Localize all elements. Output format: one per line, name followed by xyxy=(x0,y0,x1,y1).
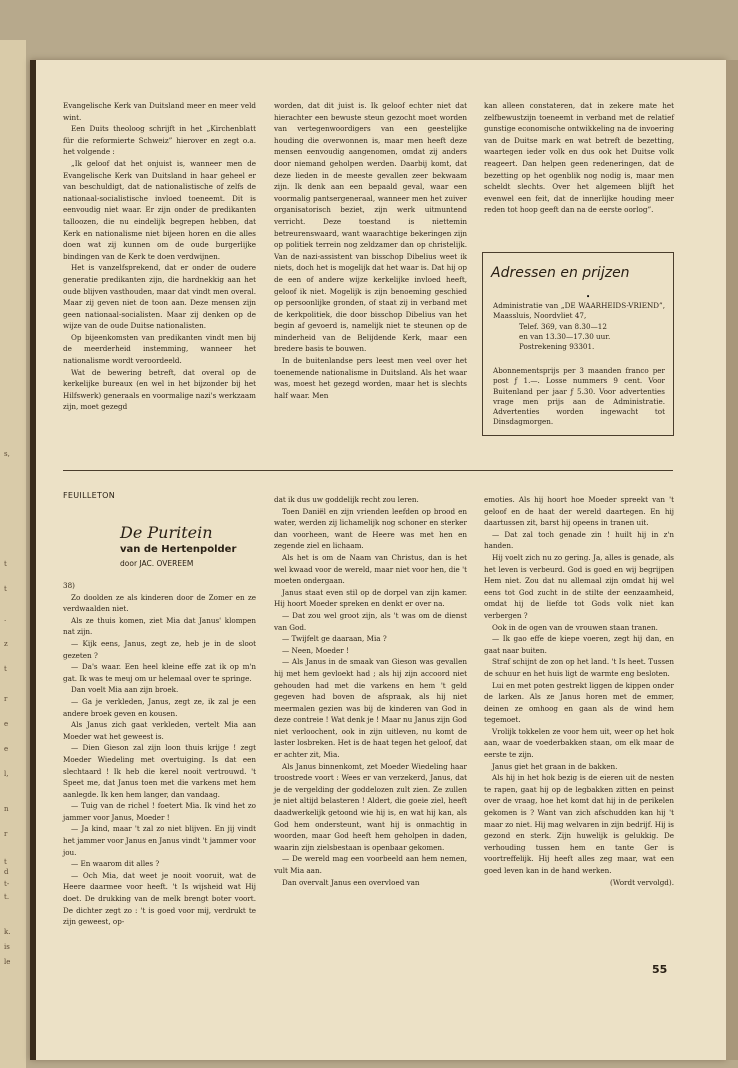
serial-subtitle: van de Hertenpolder xyxy=(120,544,237,555)
paragraph: — Da's waar. Een heel kleine effe zat ik op m'n gat. Ik was te meuj om ur helemaal over te springe. xyxy=(63,662,256,683)
admin-line: Administratie van „DE WAARHEIDS-VRIEND”, Maassluis, Noordvliet 47, xyxy=(493,301,665,321)
admin-line: en van 13.30—17.30 uur. xyxy=(519,331,611,341)
paragraph: Als hij in het hok bezig is de eieren uit de nesten te rapen, gaat hij op de legbakken zitten en peinst over de vraag, hoe het komt dat hij in de perikelen gekomen is ? Want van zich afschudden kan hij 't maar zo niet. Hij mag welvaren in zijn bedrijf. Hij is gezond en sterk. Zijn huwelijk is gelukkig. De verhouding tussen hem en tante Ger is voortreffelijk. Hij heeft alles zeg maar, wat een goed leven kan in de hand werken. xyxy=(484,773,674,875)
paragraph: — Neen, Moeder ! xyxy=(282,645,349,655)
paragraph: Zo doolden ze als kinderen door de Zomer en ze verdwaalden niet. xyxy=(63,592,256,614)
article-column-3 xyxy=(484,100,674,216)
paragraph: — Als Janus in de smaak van Gieson was gevallen hij met hem gevloekt had ; als hij zijn accoord niet gehouden had met die varkens en hem 't geld gegeven had boven de afspraak, als hij niet meermalen gezien was bij de kinderen van God in deze contreie ! Wat denk je ! Maar nu Janus zijn God niet verloochent, ook in zijn uitleven, nu komt de laster losbreken. Het is de haat tegen het geloof, dat er achter zit, Mia. xyxy=(274,657,467,760)
edge-fragment: t xyxy=(4,665,7,673)
paragraph: Vrolijk tokkelen ze voor hem uit, weer op het hok aan, waar de voederbakken staan, om elk maar de eerste te zijn. xyxy=(484,726,674,760)
addresses-title: Adressen en prijzen xyxy=(491,265,630,281)
serial-author: door JAC. OVEREEM xyxy=(120,559,194,568)
paragraph: — Dat zal toch genade zin ! huilt hij in z'n handen. xyxy=(484,529,674,551)
paragraph: Evangelische Kerk van Duitsland meer en meer veld wint. xyxy=(63,101,256,122)
paragraph: — En waarom dit alles ? xyxy=(71,859,160,869)
edge-fragment: t xyxy=(4,560,7,568)
article-column-2 xyxy=(274,100,467,401)
edge-fragment: e xyxy=(4,720,9,728)
page-edge xyxy=(726,60,738,1060)
edge-fragment: k. xyxy=(4,928,11,936)
paragraph: Dan overvalt Janus een overvloed van xyxy=(282,877,420,887)
to-be-continued: (Wordt vervolgd). xyxy=(610,877,674,887)
paragraph: Als ze thuis komen, ziet Mia dat Janus' klompen nat zijn. xyxy=(63,615,256,637)
paragraph: Ook in de ogen van de vrouwen staan tranen. xyxy=(492,622,658,632)
paragraph: Lui en met poten gestrekt liggen de kippen onder de larken. Als ze Janus horen met de emmer, deinen ze omhoog en gaan als de wind hem tegemoet. xyxy=(484,680,674,725)
paragraph: — Tuig van de richel ! foetert Mia. Ik vind het zo jammer voor Janus, Moeder ! xyxy=(63,801,256,822)
admin-line: Postrekening 93301. xyxy=(519,342,595,352)
serial-title: De Puritein xyxy=(120,523,213,542)
edge-fragment: is xyxy=(4,943,10,951)
edge-fragment: t. xyxy=(4,893,10,901)
paragraph: Het is vanzelfsprekend, dat er onder de oudere generatie predikanten zijn, die hardnekkig aan het oude blijven vasthouden, maar dat vindt men overal. Maar zij geven niet de toon aan. Deze mensen zijn geen nationaal-socialisten. Maar zij denken op de wijze van de oude Duitse nationalisten. xyxy=(63,263,256,331)
subscription-info: Abonnementsprijs per 3 maanden franco per post ƒ 1.—. Losse nummers 9 cent. Voor Buitenland per jaar ƒ 5.30. Voor advertenties vrage men prijs aan de Administratie. Advertenties worden ingewacht tot Dinsdagmorgen. xyxy=(493,366,665,427)
edge-fragment: t xyxy=(4,858,7,866)
paragraph: Straf schijnt de zon op het land. 't Is heet. Tussen de schuur en het huis ligt de warmte eng besloten. xyxy=(484,657,674,678)
paragraph: Toen Daniël en zijn vrienden leefden op brood en water, werden zij lichamelijk nog schoner en sterker dan voorheen, want de Heere was met hen en zegende ziel en lichaam. xyxy=(274,506,467,551)
paragraph: — Twijfelt ge daaraan, Mia ? xyxy=(282,634,387,644)
edge-fragment: e xyxy=(4,745,9,753)
serial-column-3 xyxy=(484,494,674,888)
page-number: 55 xyxy=(652,963,668,976)
edge-fragment: s, xyxy=(4,450,10,458)
paragraph: — Ja kind, maar 't zal zo niet blijven. En jij vindt het jammer voor Janus en Janus vindt 't jammer voor jou. xyxy=(63,824,256,857)
paragraph: In de buitenlandse pers leest men veel over het toenemende nationalisme in Duitsland. Als het waar was, moest het gezegd worden, maar het is slechts half waar. Men xyxy=(274,356,467,400)
paragraph: dat ik dus uw goddelijk recht zou leren. xyxy=(274,495,419,504)
edge-fragment: t- xyxy=(4,880,10,888)
paragraph: — Kijk eens, Janus, zegt ze, heb je in de sloot gezeten ? xyxy=(63,638,256,660)
article-column-1 xyxy=(63,100,256,413)
paragraph: „Ik geloof dat het onjuist is, wanneer men de Evangelische Kerk van Duitsland in haar geheel er van beschuldigt, dat de nationalistische of zelfs de nationaal-socialistische invloed toeneemt. Dit is eenvoudig niet waar. Er zijn onder de predikanten talloozen, die nu eindelijk begrepen hebben, dat Kerk en nationalisme niet bijeen horen en die alles doen wat zij kunnen om de oude burgerlijke bindingen van de Kerk te doen verdwijnen. xyxy=(63,158,256,261)
edge-fragment: r xyxy=(4,830,8,838)
serial-column-1 xyxy=(63,580,256,928)
paragraph: Janus giet het graan in de bakken. xyxy=(492,761,618,771)
section-divider xyxy=(63,470,673,471)
section-label: FEUILLETON xyxy=(63,491,116,500)
paragraph: Op bijeenkomsten van predikanten vindt men bij de meerderheid instemming, wanneer het nationalisme wordt veroordeeld. xyxy=(63,332,256,366)
paragraph: — Och Mia, dat weet je nooit vooruit, wat de Heere daarmee voor heeft. 't Is wijsheid wat Hij doet. De drukking van de melk brengt boter voort. De dichter zegt zo : 't is goed voor mij, verdrukt te zijn geweest, op- xyxy=(63,870,256,927)
paragraph: Als Janus zich gaat verkleden, vertelt Mia aan Moeder wat het geweest is. xyxy=(63,720,256,741)
edge-fragment: d xyxy=(4,868,9,876)
binding-spine xyxy=(30,60,36,1060)
edge-fragment: z xyxy=(4,640,8,648)
adjacent-page-strip xyxy=(0,40,26,1068)
paragraph: worden, dat dit juist is. Ik geloof echter niet dat hierachter een bewuste steun gezocht moet worden van vertegenwoordigers van een geestelijke houding die overwonnen is, maar men heeft deze mensen eenvoudig aangenomen, omdat zij anders door niemand geholpen werden. Daarbij komt, dat deze lieden in de meeste gevallen zeer bekwaam zijn. Ik denk aan een bepaald geval, waar een voormalig pantsergeneraal, wanneer men het zuiver organisatorisch beziet, zijn werk uitmuntend verricht. Deze toestand is niettemin betreurenswaard, want waarachtige bekeringen zijn op politiek terrein nog zeldzamer dan op christelijk. Van de nazi-assistent van bisschop Dibelius weet ik niets, doch het is mogelijk dat het waar is. Dat hij op de een of andere wijze kerkelijke invloed heeft, geloof ik niet. Mogelijk is zijn benoeming geschied op persoonlijke gronden, of staat zij in verband met de kerkpolitiek, die door bisschop Dibelius van het begin af gevoerd is, namelijk niet te steunen op de minderheid van de Belijdende Kerk, maar een bredere basis te bouwen. xyxy=(274,101,467,354)
paragraph: Als het is om de Naam van Christus, dan is het wel kwaad voor de wereld, maar niet voor hen, die 't moeten ondergaan. xyxy=(274,552,467,586)
paragraph: kan alleen constateren, dat in zekere mate het zelfbewustzijn toeneemt in verband met de relatief gunstige economische ontwikkeling na de invoering van de Duitse mark en wat betreft de bezetting, waartegen ieder volk en dus ook het Duitse volk reageert. Dan helpen geen redeneringen, dat de bezetting op het ogenblik nog nodig is, maar men scheldt slechts. Over het algemeen blijft het evenwel een feit, dat de innerlijke houding meer reden tot hoop geeft dan na de eerste oorlog”. xyxy=(484,101,674,215)
paragraph: Hij voelt zich nu zo gering. Ja, alles is genade, als het leven is verbeurd. God is goed en wij begrijpen Hem niet. Zou dat nu allemaal zijn omdat hij wel eens tot God zucht in de stilte der eenzaamheid, omdat hij de liefde tot Gods volk niet kan verbergen ? xyxy=(484,552,674,620)
addresses-box xyxy=(482,252,674,436)
paragraph: emoties. Als hij hoort hoe Moeder spreekt van 't geloof en de haat der wereld daartegen. En hij daartussen zit, barst hij opeens in tranen uit. xyxy=(484,495,674,528)
paragraph: — Ga je verkleden, Janus, zegt ze, ik zal je een andere broek geven en kousen. xyxy=(63,696,256,718)
edge-fragment: t xyxy=(4,585,7,593)
edge-fragment: n xyxy=(4,805,9,813)
paragraph: Wat de bewering betreft, dat overal op de kerkelijke bureaux (en wel in het bijzonder bij het Hilfswerk) generaals en voormalige nazi's werkzaam zijn, moet gezegd xyxy=(63,367,256,412)
edge-fragment: le xyxy=(4,958,11,966)
serial-column-2 xyxy=(274,494,467,888)
paragraph: Janus staat even stil op de dorpel van zijn kamer. Hij hoort Moeder spreken en denkt er over na. xyxy=(274,587,467,609)
paragraph: Dan voelt Mia aan zijn broek. xyxy=(71,685,179,695)
edge-fragment: . xyxy=(4,615,7,623)
paragraph: — De wereld mag een voorbeeld aan hem nemen, vult Mia aan. xyxy=(274,854,467,875)
paragraph: 38) xyxy=(63,581,75,590)
edge-fragment: l, xyxy=(4,770,9,778)
ornament-dot: • xyxy=(586,293,591,301)
administration-info xyxy=(493,301,665,352)
paragraph: — Dat zou wel groot zijn, als 't was om de dienst van God. xyxy=(274,610,467,632)
paragraph: Als Janus binnenkomt, zet Moeder Wiedeling haar troostrede voort : Wees er van verzekerd, Janus, dat je de vergelding der goddelozen zult zien. Ze zullen je niet altijd belasteren ! Aldert, die goeie ziel, heeft daadwerkelijk getoond wie hij is, en wat hij kan, als God hem ondersteunt, want hij is onmachtig in woorden, maar God heeft hem geholpen in daden, waarin zijn zielsbestaan is openbaar gekomen. xyxy=(274,761,467,852)
edge-fragment: r xyxy=(4,695,8,703)
paragraph: Een Duits theoloog schrijft in het „Kirchenblatt für die reformierte Schweiz” hierover en zegt o.a. het volgende : xyxy=(63,124,256,157)
admin-line: Telef. 369, van 8.30—12 xyxy=(519,321,607,331)
paragraph: — Dien Gieson zal zijn loon thuis krijge ! zegt Moeder Wiedeling met overtuiging. Is dat een slechtaard ! Ik heb die kerel nooit vertrouwd. 't Speet me, dat Janus toen met die varkens met hem aanlegde. Ik ken hem langer, dan vandaag. xyxy=(63,743,256,799)
paragraph: — Ik gao effe de kiepe voeren, zegt hij dan, en gaat naar buiten. xyxy=(484,634,674,655)
